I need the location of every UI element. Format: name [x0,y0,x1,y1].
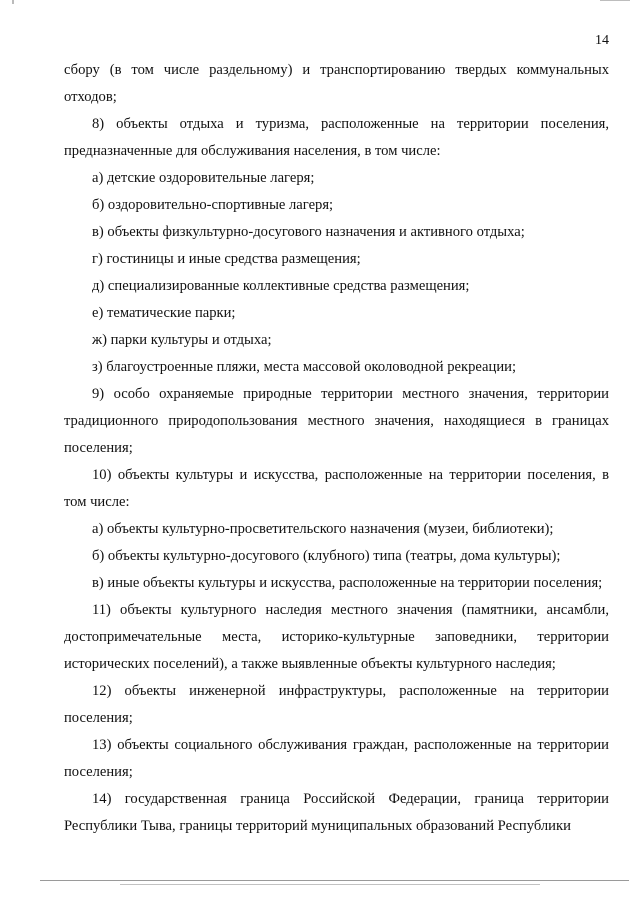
paragraph-subitem-b: б) оздоровительно-спортивные лагеря; [92,197,334,213]
paragraph-item-10-v: в) иные объекты культуры и искусства, расположенные на территории поселения; [92,575,603,591]
page-number: 14 [595,33,609,48]
paragraph-subitem-e: е) тематические парки; [92,305,236,321]
paragraph-item-12: 12) объекты инженерной инфраструктуры, расположенные на территории поселения; [64,683,609,726]
paragraph-subitem-v: в) объекты физкультурно-досугового назначения и активного отдыха; [92,224,525,240]
paragraph-subitem-g: г) гостиницы и иные средства размещения; [92,251,361,267]
paragraph-item-8: 8) объекты отдыха и туризма, расположенные на территории поселения, предназначенные для обслуживания населения, в том числе: [64,116,609,159]
paragraph-item-14: 14) государственная граница Российской Федерации, граница территории Республики Тыва, границы территорий муниципальных образований Республики [64,791,609,834]
scan-artifact-bottom-edge [40,880,629,881]
paragraph-item-11: 11) объекты культурного наследия местного значения (памятники, ансамбли, достопримечательные места, историко-культурные заповедники, территории исторических поселений), а также выявленные объекты культурного наследия; [64,602,609,672]
paragraph-subitem-z: з) благоустроенные пляжи, места массовой околоводной рекреации; [92,359,516,375]
paragraph-item-9: 9) особо охраняемые природные территории местного значения, территории традиционного природопользования местного значения, находящиеся в границах поселения; [64,386,609,456]
scan-artifact-mark [12,0,14,4]
scan-artifact-bottom-edge-inner [120,884,540,885]
paragraph-subitem-a: а) детские оздоровительные лагеря; [92,170,315,186]
document-body [64,57,609,840]
paragraph-continuation: сбору (в том числе раздельному) и транспортированию твердых коммунальных отходов; [64,62,609,105]
paragraph-item-10-b: б) объекты культурно-досугового (клубного) типа (театры, дома культуры); [92,548,561,564]
paragraph-item-13: 13) объекты социального обслуживания граждан, расположенные на территории поселения; [64,737,609,780]
paragraph-subitem-d: д) специализированные коллективные средства размещения; [92,278,470,294]
scan-artifact-top-edge [600,0,630,1]
paragraph-item-10: 10) объекты культуры и искусства, расположенные на территории поселения, в том числе: [64,467,609,510]
paragraph-item-10-a: а) объекты культурно-просветительского назначения (музеи, библиотеки); [92,521,554,537]
paragraph-subitem-zh: ж) парки культуры и отдыха; [92,332,272,348]
